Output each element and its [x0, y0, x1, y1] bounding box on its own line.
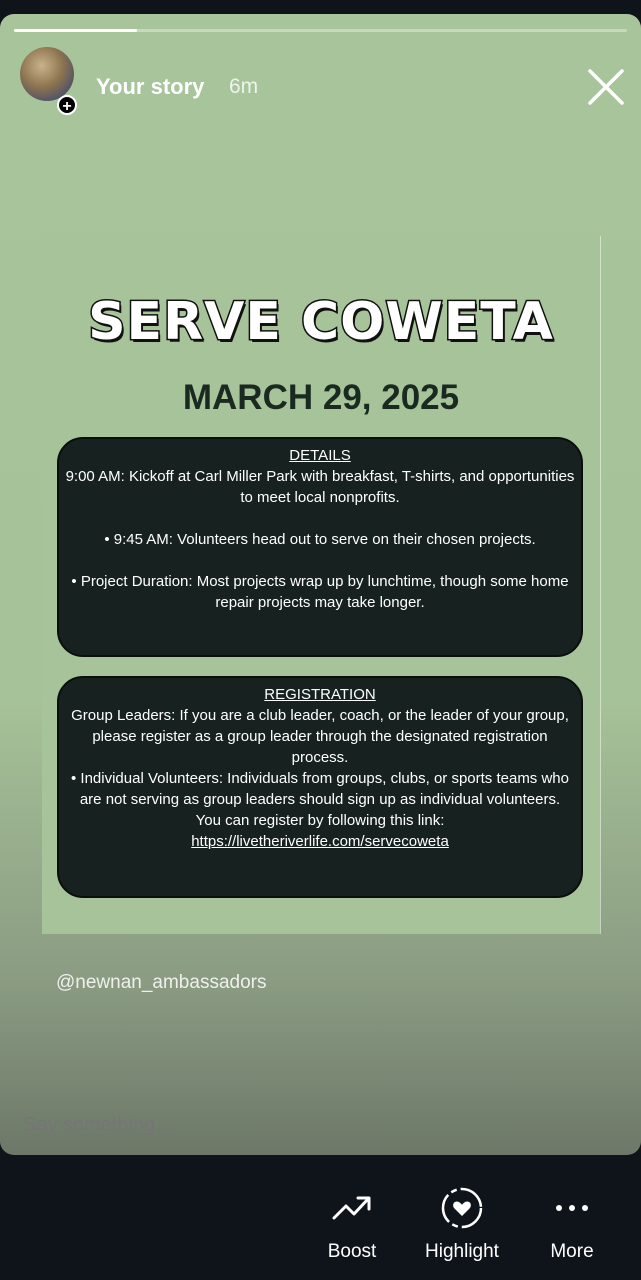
- highlight-label: Highlight: [425, 1241, 499, 1262]
- registration-line: You can register by following this link:: [195, 812, 445, 829]
- details-line: 9:00 AM: Kickoff at Carl Miller Park with breakfast, T-shirts, and opportunities to meet local nonprofits.: [65, 468, 575, 506]
- more-label: More: [550, 1241, 594, 1262]
- boost-button[interactable]: [297, 1180, 407, 1263]
- details-line: • 9:45 AM: Volunteers head out to serve on their chosen projects.: [104, 531, 536, 548]
- highlight-button[interactable]: [407, 1180, 517, 1263]
- registration-link: https://livetheriverlife.com/servecoweta: [191, 833, 449, 850]
- poster-title: SERVE COWETA: [88, 292, 554, 352]
- more-icon: [552, 1203, 592, 1213]
- story-progress-fill: [14, 29, 137, 32]
- reply-input[interactable]: [21, 1113, 585, 1138]
- registration-line: Group Leaders: If you are a club leader, coach, or the leader of your group, please register as a group leader through the designated registration process.: [71, 707, 569, 766]
- registration-box: [57, 676, 583, 898]
- story-progress-bar: [14, 29, 627, 32]
- avatar[interactable]: [20, 47, 74, 101]
- highlight-heart-icon: [440, 1186, 484, 1230]
- story-timestamp: 6m: [229, 75, 259, 98]
- registration-line: • Individual Volunteers: Individuals from groups, clubs, or sports teams who are not serving as group leaders should sign up as individual volunteers.: [71, 770, 569, 808]
- bottom-action-bar: [0, 1180, 641, 1280]
- details-line: • Project Duration: Most projects wrap up by lunchtime, though some home repair projects may take longer.: [71, 573, 569, 611]
- story-user-label[interactable]: Your story: [96, 74, 205, 99]
- registration-heading: REGISTRATION: [264, 686, 376, 703]
- poster-date: MARCH 29, 2025: [182, 378, 460, 417]
- close-button[interactable]: [586, 67, 626, 107]
- close-icon: [586, 67, 626, 107]
- details-heading: DETAILS: [289, 447, 351, 464]
- add-story-icon[interactable]: +: [57, 95, 77, 115]
- story-viewer: [0, 14, 641, 1155]
- more-button[interactable]: [517, 1180, 627, 1263]
- trending-up-icon: [332, 1194, 372, 1222]
- details-box: [57, 437, 583, 657]
- story-image-poster: [42, 236, 600, 934]
- boost-label: Boost: [327, 1241, 377, 1262]
- mention-sticker[interactable]: @newnan_ambassadors: [56, 972, 267, 993]
